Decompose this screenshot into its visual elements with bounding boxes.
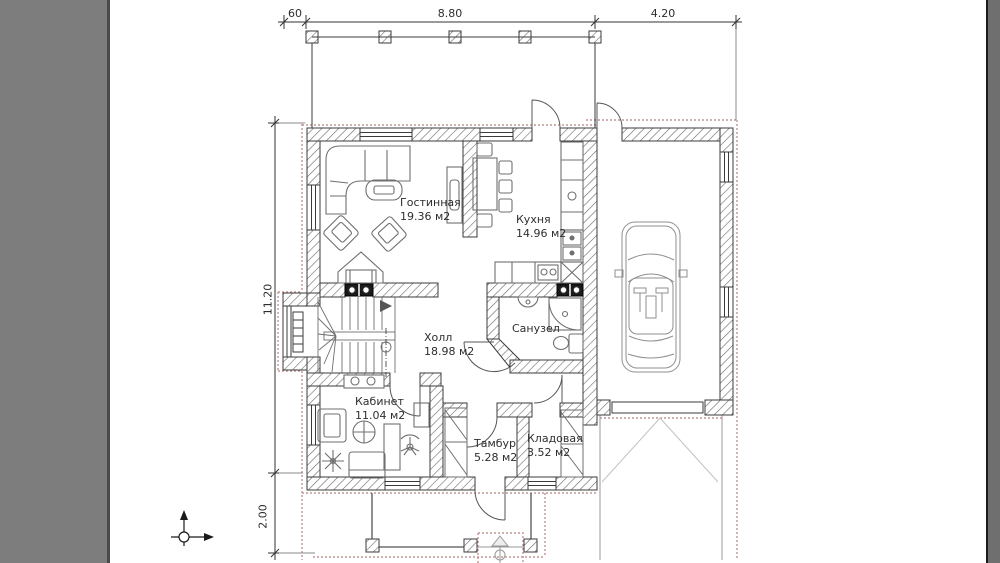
ucs-axes-icon	[171, 510, 214, 546]
dim-label-top-880: 8.80	[437, 7, 463, 20]
office-desk	[384, 424, 400, 470]
coffee-table	[366, 180, 402, 200]
insulation-dash-lines	[278, 120, 737, 563]
round-table	[353, 421, 375, 443]
dim-label-top-420: 4.20	[650, 7, 676, 20]
room-area: 18.98 м2	[424, 345, 475, 358]
room-name: Тамбур	[474, 437, 517, 450]
room-label-storage	[527, 432, 583, 460]
left-gray-panel	[0, 0, 110, 563]
window-office-bottom	[385, 477, 420, 490]
window-garage-right-1	[720, 152, 733, 182]
toilet	[554, 334, 584, 353]
office-bench	[349, 452, 385, 478]
office-armchair	[318, 409, 346, 442]
office-furniture	[318, 375, 429, 478]
room-name: Кладовая	[527, 432, 583, 445]
armchair-1	[323, 215, 360, 252]
room-area: 19.36 м2	[400, 210, 451, 223]
room-label-office	[355, 395, 405, 423]
windows	[283, 128, 733, 490]
window-garage-right-2	[720, 287, 733, 317]
door-storage	[534, 375, 562, 403]
car	[615, 222, 687, 372]
driveway	[600, 415, 722, 560]
entry-steps	[478, 536, 523, 563]
canopy-lines	[312, 37, 595, 128]
room-label-tambour	[474, 437, 517, 465]
room-label-hall	[424, 331, 474, 359]
window-bay	[283, 306, 303, 357]
kitchen-counter-right	[561, 142, 583, 262]
door-kitchen-exterior	[532, 100, 560, 128]
room-label-living	[400, 196, 461, 224]
room-area: 3.52 м2	[527, 446, 571, 459]
staircase	[318, 297, 395, 377]
window-storage-bottom	[528, 477, 556, 490]
vent-block-right	[557, 284, 583, 296]
room-area: 11.04 м2	[355, 409, 406, 422]
room-area: 5.28 м2	[474, 451, 518, 464]
office-chair	[401, 435, 419, 455]
room-name: Санузел	[512, 322, 560, 335]
window-living-left	[307, 185, 320, 230]
corner-sofa	[326, 146, 410, 214]
room-label-kitchen	[516, 213, 566, 241]
dim-label-top-60: 60	[288, 7, 302, 20]
plant	[322, 450, 344, 472]
fireplace	[338, 252, 383, 283]
room-name: Кухня	[516, 213, 551, 226]
door-garage-exterior	[597, 103, 622, 128]
room-name: Холл	[424, 331, 453, 344]
wall-shelf	[414, 403, 429, 427]
garage-vehicle-door	[612, 402, 703, 413]
room-name: Кабинет	[355, 395, 404, 408]
sideboard	[344, 375, 384, 388]
door-entry	[475, 490, 505, 520]
tambour-closet	[445, 408, 467, 477]
room-name: Гостинная	[400, 196, 461, 209]
vent-block-left	[345, 284, 373, 296]
washbasin	[518, 297, 538, 307]
window-kitchen-top	[480, 128, 513, 141]
dim-label-left-200: 2.00	[256, 504, 270, 529]
room-area: 14.96 м2	[516, 227, 567, 240]
dining-chairs	[477, 143, 512, 227]
porch	[372, 493, 531, 547]
kitchen-counter-bottom	[495, 262, 583, 283]
window-living-top	[360, 128, 412, 141]
dim-label-left-1120: 11.20	[261, 283, 275, 316]
room-label-bathroom	[512, 322, 560, 336]
right-gray-panel	[986, 0, 1000, 563]
